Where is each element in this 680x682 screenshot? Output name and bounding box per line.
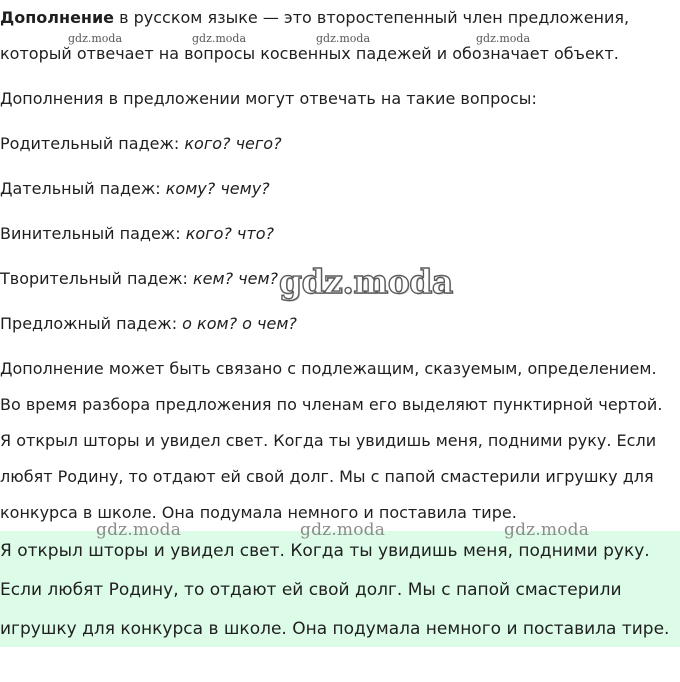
paragraph-line: конкурса в школе. Она подумала немного и поставила тире. [0,503,517,522]
answer-line: игрушку для конкурса в школе. Она подумала немного и поставила тире. [0,619,670,639]
watermark: gdz.moda [68,32,123,45]
paragraph-line: Во время разбора предложения по членам его выделяют пунктирной чертой. [0,395,663,414]
answer-line: Я открыл шторы и увидел свет. Когда ты увидишь меня, подними руку. [0,541,650,561]
answer-block [0,531,680,647]
case-dative [0,179,270,199]
case-genitive [0,134,282,154]
case-questions: кем? чем? [193,269,279,288]
case-label: Винительный падеж: [0,224,186,243]
watermark: gdz.moda [96,520,182,540]
definition-line-1 [0,8,629,28]
case-label: Предложный падеж: [0,314,183,333]
watermark: gdz.moda [316,32,371,45]
intro-text: Дополнения в предложении могут отвечать на такие вопросы: [0,89,537,108]
definition-term: Дополнение [0,8,115,27]
watermark: gdz.moda [300,520,386,540]
case-questions: кого? чего? [184,134,282,153]
watermark: gdz.moda [192,32,247,45]
watermark: gdz.moda [504,520,590,540]
paragraph-line: любят Родину, то отдают ей свой долг. Мы с папой смастерили игрушку для [0,467,654,486]
watermark: gdz.moda [476,32,531,45]
case-questions: кого? что? [185,224,274,243]
case-label: Творительный падеж: [0,269,194,288]
case-prepositional [0,314,297,334]
paragraph-line: Дополнение может быть связано с подлежащим, сказуемым, определением. [0,359,657,378]
case-questions: о ком? о чем? [182,314,297,333]
answer-line: Если любят Родину, то отдают ей свой долг. Мы с папой смастерили [0,580,622,600]
definition-text: в русском языке — это второстепенный член предложения, [114,8,630,27]
case-instrumental [0,269,278,289]
definition-line-2: который отвечает на вопросы косвенных падежей и обозначает объект. [0,44,619,63]
case-label: Дательный падеж: [0,179,166,198]
case-label: Родительный падеж: [0,134,185,153]
paragraph-line: Я открыл шторы и увидел свет. Когда ты увидишь меня, подними руку. Если [0,431,657,450]
watermark-logo: gdz.moda [279,262,453,301]
case-questions: кому? чему? [165,179,270,198]
case-accusative [0,224,274,244]
